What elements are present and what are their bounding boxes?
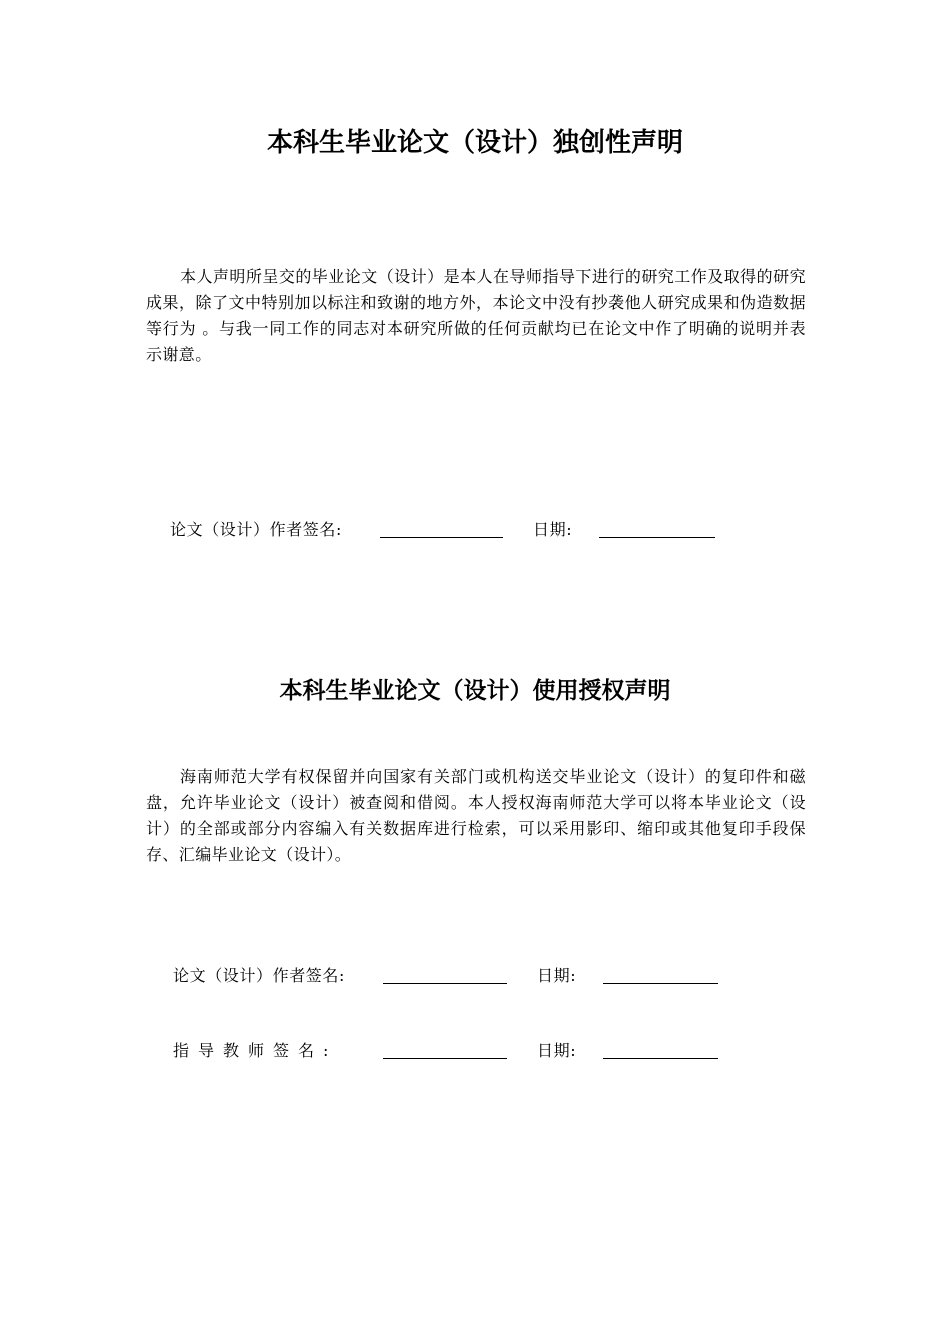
date-label: 日期: — [537, 1041, 577, 1060]
advisor-signature-label: 指导教师签名: — [173, 1041, 338, 1060]
date-line[interactable] — [603, 983, 718, 984]
date-label: 日期: — [533, 520, 573, 539]
author-signature-label: 论文（设计）作者签名: — [170, 520, 342, 539]
authorization-body: 海南师范大学有权保留并向国家有关部门或机构送交毕业论文（设计）的复印件和磁盘，允许毕业论文（设计）被查阅和借阅。本人授权海南师范大学可以将本毕业论文（设计）的全部或部分内容编入有关数据库进行检索，可以采用影印、缩印或其他复印手段保存、汇编毕业论文（设计）。 — [146, 767, 806, 864]
author-signature-line[interactable] — [380, 537, 503, 538]
date-label: 日期: — [537, 966, 577, 985]
advisor-signature-line[interactable] — [383, 1058, 507, 1059]
date-line[interactable] — [603, 1058, 718, 1059]
originality-title: 本科生毕业论文（设计）独创性声明 — [266, 128, 683, 158]
authorization-title: 本科生毕业论文（设计）使用授权声明 — [279, 678, 671, 704]
originality-body: 本人声明所呈交的毕业论文（设计）是本人在导师指导下进行的研究工作及取得的研究成果，除了文中特别加以标注和致谢的地方外，本论文中没有抄袭他人研究成果和伪造数据等行为 。与我一同工作的同志对本研究所做的任何贡献均已在论文中作了明确的说明并表示谢意。 — [146, 267, 806, 364]
advisor-signature-row — [0, 1038, 950, 1064]
date-line[interactable] — [599, 537, 715, 538]
author-signature-label: 论文（设计）作者签名: — [173, 966, 345, 985]
author-signature-line[interactable] — [383, 983, 507, 984]
authorization-author-signature-row — [0, 963, 950, 989]
originality-signature-row — [0, 517, 950, 543]
